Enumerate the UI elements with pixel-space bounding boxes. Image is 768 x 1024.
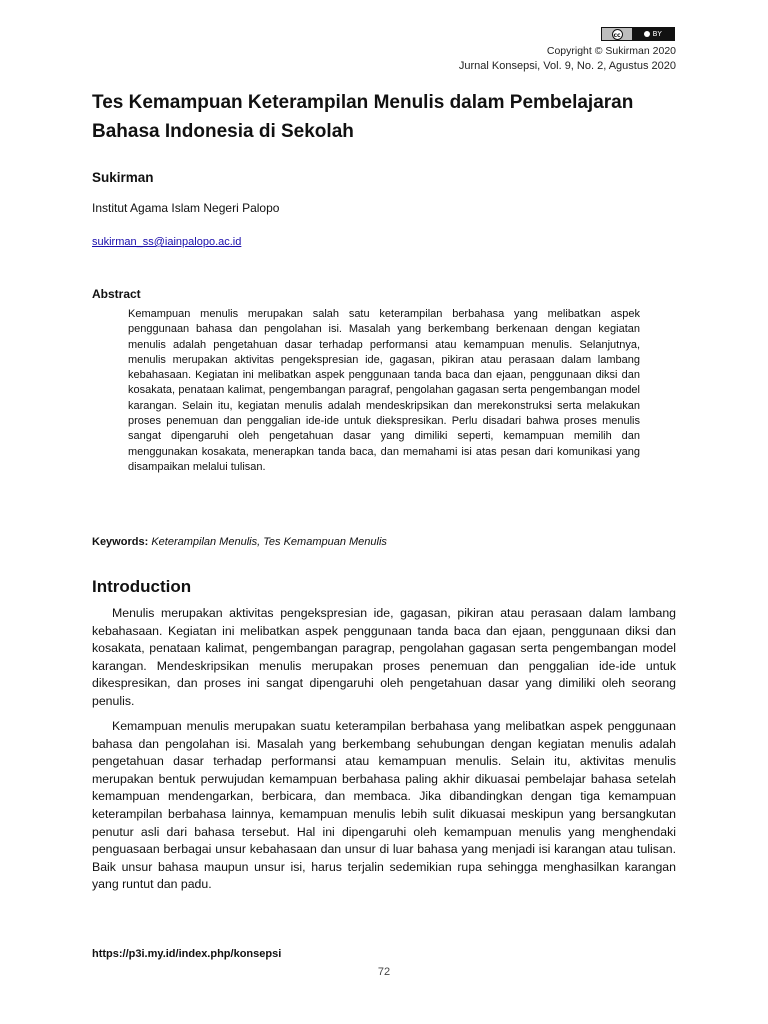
introduction-paragraph: Kemampuan menulis merupakan suatu keterampilan berbahasa yang melibatkan aspek penggunaan bahasa dan pengolahan isi. Masalah yang berkembang sehubungan dengan kegiatan menulis adalah pengetahuan dasar terhadap performansi atau kemampuan menulis. Selain itu, aktivitas menulis merupakan bentuk perwujudan kemampuan berbahasa paling akhir dikuasai pembelajar bahasa setelah kemampuan mendengarkan, berbicara, dan membaca. Jika dibandingkan dengan tiga kemampuan keterampilan berbahasa lainnya, kemampuan menulis lebih sulit dikuasai meskipun yang bersangkutan penutur asli dari bahasa tersebut. Hal ini dipengaruhi oleh kemampuan menulis yang menghendaki penguasaan berbagai unsur kebahasaan dan unsur di luar bahasa yang menjadi isi karangan atau tulisan. Baik unsur bahasa maupun unsur isi, harus terjalin sedemikian rupa sehingga menghasilkan karangan yang runtut dan padu. <box>92 719 676 892</box>
journal-reference: Jurnal Konsepsi, Vol. 9, No. 2, Agustus 2020 <box>458 60 676 72</box>
attribution-icon <box>644 31 650 37</box>
article-title: Tes Kemampuan Keterampilan Menulis dalam Pembelajaran Bahasa Indonesia di Sekolah <box>92 92 634 142</box>
author-affiliation: Institut Agama Islam Negeri Palopo <box>92 201 280 215</box>
introduction-paragraph: Menulis merupakan aktivitas pengekspresian ide, gagasan, pikiran atau perasaan dalam lambang kebahasaan. Kegiatan ini melibatkan aspek penggunaan tanda baca dan ejaan, penggunaan diksi dan kosakata, penataan kalimat, pengembangan paragrap, pengolahan gagasan serta pengembangan model karangan. Mendeskripsikan menulis merupakan proses penemuan dan penggalian ide-ide untuk dikespresikan, dan proses ini sangat dipengaruhi oleh pengetahuan dasar yang dimiliki oleh seorang penulis. <box>92 606 676 708</box>
cc-by-license-badge[interactable] <box>601 27 675 41</box>
keywords-label: Keywords: <box>92 536 149 548</box>
cc-badge-left <box>602 28 632 40</box>
cc-badge-right <box>632 28 674 40</box>
introduction-heading: Introduction <box>92 577 192 596</box>
keywords-line <box>92 536 387 548</box>
author-name: Sukirman <box>92 170 154 185</box>
abstract-heading: Abstract <box>92 287 141 301</box>
journal-url-link[interactable]: https://p3i.my.id/index.php/konsepsi <box>92 948 282 960</box>
abstract-body: Kemampuan menulis merupakan salah satu keterampilan berbahasa yang melibatkan aspek penggunaan bahasa dan pengolahan isi. Masalah yang berkembang berkenaan dengan kegiatan menulis adalah pengetahuan dasar terhadap performansi atau kemampuan menulis. Selanjutnya, menulis merupakan aktivitas pengekspresian ide, gagasan, pikiran atau perasaan dalam lambang kebahasaan. Kegiatan ini melibatkan aspek penggunaan tanda baca dan ejaan, penggunaan diksi dan kosakata, penataan kalimat, pengembangan paragraf, pengolahan gagasan serta pengembangan model karangan. Selain itu, kegiatan menulis adalah mendeskripsikan dan merekonstruksi serta melakukan proses penemuan dan penggalian ide-ide untuk diekspresikan. Perlu disadari bahwa proses menulis sangat dipengaruhi oleh pengetahuan dasar yang dimiliki seperti, kemampuan memilih dan menggunakan kosakata, menerapkan tanda baca, dan memahami isi atas pesan dari komunikasi yang disampaikan melalui tulisan. <box>128 308 640 473</box>
page-number: 72 <box>377 966 391 978</box>
creative-commons-icon: cc <box>612 29 623 40</box>
keywords-value: Keterampilan Menulis, Tes Kemampuan Menulis <box>151 536 387 548</box>
author-email-link[interactable]: sukirman_ss@iainpalopo.ac.id <box>92 236 242 248</box>
cc-by-label: BY <box>652 30 663 38</box>
copyright-notice: Copyright © Sukirman 2020 <box>546 45 676 57</box>
